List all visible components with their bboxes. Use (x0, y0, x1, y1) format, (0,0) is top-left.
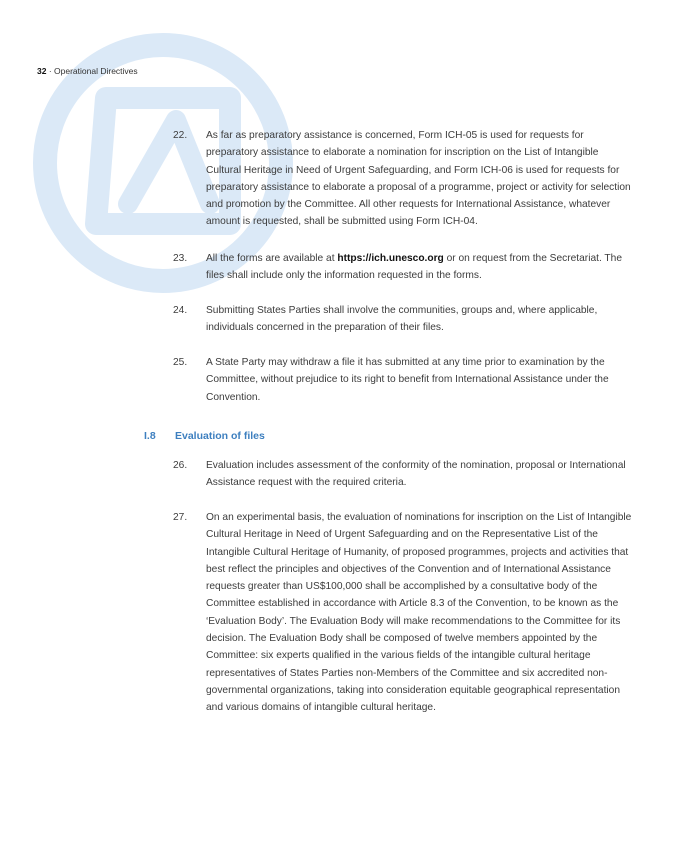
text-after-link: or on request from the Secretariat. The files shall include only the information requested in the forms. (206, 253, 622, 282)
section-heading (144, 430, 265, 442)
paragraph-text: Evaluation includes assessment of the conformity of the nomination, proposal or International Assistance request with the required criteria. (206, 460, 626, 489)
paragraph-text: A State Party may withdraw a file it has submitted at any time prior to examination by the Committee, without prejudice to its right to benefit from International Assistance under the Convention. (206, 357, 609, 403)
section-title: Evaluation of files (175, 430, 265, 442)
paragraph-number: 23. (173, 253, 188, 264)
paragraph-text: Submitting States Parties shall involve the communities, groups and, where applicable, individuals concerned in the preparation of their files. (206, 305, 598, 334)
paragraph-number: 24. (173, 305, 188, 316)
paragraph-24 (173, 302, 633, 337)
paragraph-number: 25. (173, 357, 188, 368)
paragraph-text: As far as preparatory assistance is concerned, Form ICH-05 is used for requests for preparatory assistance to elaborate a nomination for inscription on the List of Intangible Cultural Heritage in Need of Urgent Safeguarding, and Form ICH-06 is used for requests for preparatory assistance to elaborate a proposal of a programme, project or activity for selection and promotion by the Committee. All other requests for International Assistance, whatever amount is requested, shall be submitted using Form ICH-04. (206, 130, 631, 228)
paragraph-23 (173, 250, 633, 285)
paragraph-number: 27. (173, 512, 188, 523)
paragraph-26 (173, 457, 633, 492)
header-separator: · (46, 66, 55, 76)
running-header (37, 66, 138, 76)
paragraph-number: 22. (173, 130, 188, 141)
paragraph-text: On an experimental basis, the evaluation of nominations for inscription on the List of Intangible Cultural Heritage in Need of Urgent Safeguarding and on the Representative List of the Intangible Cultural Heritage of Humanity, of proposed programmes, projects and activities that best reflect the principles and objectives of the Convention and of International Assistance requests greater than US$100,000 shall be accomplished by a consultative body of the Committee established in accordance with Article 8.3 of the Convention, to be known as the ‘Evaluation Body’. The Evaluation Body will make recommendations to the Committee for its decision. The Evaluation Body shall be composed of twelve members appointed by the Committee: six experts qualified in the various fields of the intangible cultural heritage representatives of States Parties non-Members of the Committee and six accredited non-governmental organizations, taking into consideration equitable geographical representation and various domains of intangible cultural heritage. (206, 512, 632, 714)
paragraph-text (206, 250, 633, 285)
page-number: 32 (37, 66, 47, 76)
paragraph-25 (173, 354, 633, 406)
paragraph-22 (173, 127, 633, 231)
document-title: Operational Directives (54, 66, 138, 76)
text-before-link: All the forms are available at (206, 253, 338, 264)
forms-link[interactable]: https://ich.unesco.org (337, 253, 444, 264)
paragraph-number: 26. (173, 460, 188, 471)
paragraph-27 (173, 509, 633, 717)
section-number: I.8 (144, 430, 156, 442)
